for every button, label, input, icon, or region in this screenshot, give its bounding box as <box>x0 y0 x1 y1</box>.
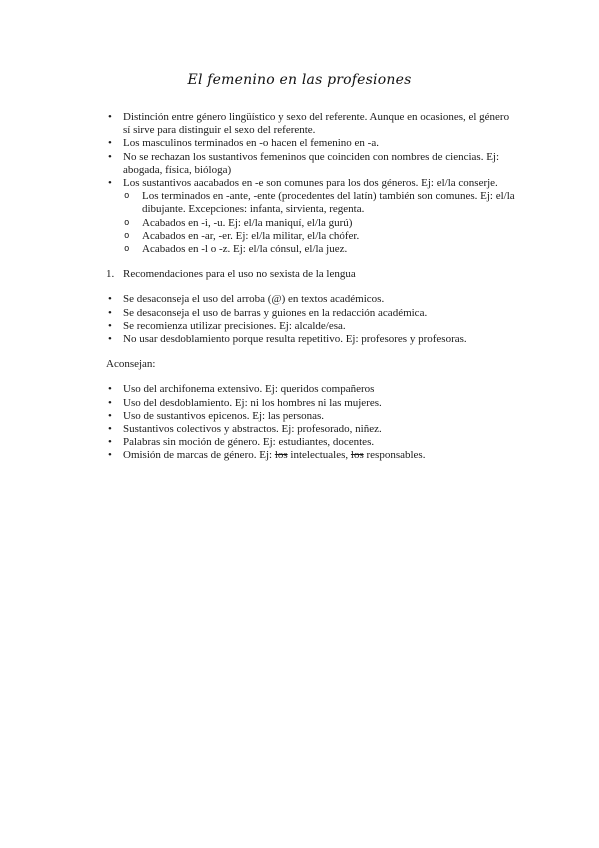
list-item: • Uso de sustantivos epicenos. Ej: las personas. <box>106 410 518 423</box>
document-body <box>106 111 518 463</box>
list-item: • Sustantivos colectivos y abstractos. Ej: profesorado, niñez. <box>106 423 518 436</box>
list-item: • Distinción entre género lingüístico y sexo del referente. Aunque en ocasiones, el género sí sirve para distinguir el sexo del referente. <box>106 111 518 137</box>
sub-list-item: o Acabados en -ar, -er. Ej: el/la militar, el/la chófer. <box>124 230 518 243</box>
numbered-list <box>106 268 518 281</box>
list-item: • Los masculinos terminados en -o hacen el femenino en -a. <box>106 137 518 150</box>
list-item: • Se recomienza utilizar precisiones. Ej: alcalde/esa. <box>106 320 518 333</box>
document-title: El femenino en las profesiones <box>187 72 412 88</box>
spacer <box>106 371 518 383</box>
spacer <box>106 281 518 293</box>
bullet-list-recommended <box>106 383 518 462</box>
list-number: 1. <box>106 268 115 281</box>
sub-list-endings <box>124 190 518 256</box>
sub-list-item: o Acabados en -i, -u. Ej: el/la maniquí, el/la gurú) <box>124 217 518 230</box>
bullet-list-discouraged <box>106 293 518 346</box>
struck-article: los <box>350 449 364 462</box>
bullet-list-distinctions <box>106 111 518 190</box>
list-item-omission <box>106 449 518 462</box>
struck-article: los <box>274 449 288 462</box>
spacer <box>106 346 518 358</box>
omission-suffix: responsables. <box>363 449 426 462</box>
list-item: • Uso del desdoblamiento. Ej: ni los hombres ni las mujeres. <box>106 397 518 410</box>
list-item: • Los sustantivos aacabados en -e son comunes para los dos géneros. Ej: el/la conserje. <box>106 177 518 190</box>
omission-prefix: Omisión de marcas de género. Ej: <box>123 449 275 462</box>
aconsejan-label: Aconsejan: <box>106 358 156 371</box>
numbered-item <box>106 268 518 281</box>
numbered-item-text: Recomendaciones para el uso no sexista de la lengua <box>123 268 356 281</box>
sub-list-item: o Acabados en -l o -z. Ej: el/la cónsul, el/la juez. <box>124 243 518 256</box>
list-item: • Palabras sin moción de género. Ej: estudiantes, docentes. <box>106 436 518 449</box>
omission-middle: intelectuales, <box>287 449 351 462</box>
spacer <box>106 256 518 268</box>
list-item: • Uso del archifonema extensivo. Ej: queridos compañeros <box>106 383 518 396</box>
list-item: • Se desaconseja el uso de barras y guiones en la redacción académica. <box>106 307 518 320</box>
sub-list-item: o Los terminados en -ante, -ente (procedentes del latín) también son comunes. Ej: el/la dibujante. Excepciones: infanta, sirvienta, regenta. <box>124 190 518 216</box>
list-item: • Se desaconseja el uso del arroba (@) en textos académicos. <box>106 293 518 306</box>
list-item: • No se rechazan los sustantivos femeninos que coinciden con nombres de ciencias. Ej: abogada, física, bióloga) <box>106 151 518 177</box>
list-item: • No usar desdoblamiento porque resulta repetitivo. Ej: profesores y profesoras. <box>106 333 518 346</box>
